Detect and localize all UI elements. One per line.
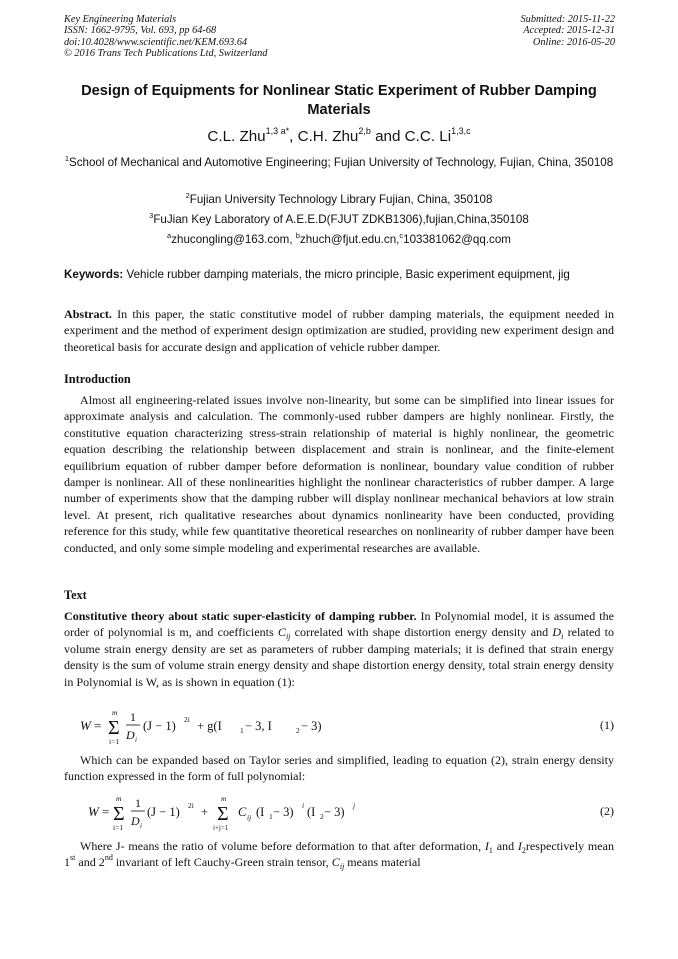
eq-sigma-2: Σ (217, 803, 229, 825)
symbol-i1: I (484, 839, 489, 853)
aff-sup: 1 (64, 154, 69, 163)
equation-1-number: (1) (599, 718, 614, 732)
equation-2-number: (2) (599, 804, 614, 818)
affiliation-2 (60, 193, 618, 208)
abstract (64, 306, 614, 355)
eq-mid: − 3, I (245, 719, 272, 733)
eq-lhs: W (80, 718, 91, 733)
author-1: C.L. Zhu (207, 128, 266, 145)
author-line (64, 128, 614, 146)
online-date: Online: 2016-05-20 (532, 36, 615, 48)
eq-sub2: 2 (296, 726, 300, 735)
keywords (64, 268, 616, 282)
journal-doi[interactable]: doi:10.4028/www.scientific.net/KEM.693.64 (64, 36, 248, 48)
constitutive-paragraph (64, 608, 614, 690)
eq-sum2-bottom: i+j=1 (213, 824, 229, 832)
affiliation-3 (60, 213, 618, 228)
journal-name: Key Engineering Materials (64, 14, 177, 25)
author-1-sup: 1,3 a* (265, 126, 290, 136)
author-3-sup: 1,3,c (451, 126, 471, 136)
para-text: and 2 (75, 855, 105, 870)
eq-numerator: 1 (135, 796, 141, 810)
eq-sub1: 1 (240, 726, 244, 735)
submitted-date: Submitted: 2015-11-22 (520, 14, 615, 25)
email-sup: b (295, 231, 300, 240)
dates-header (521, 14, 615, 48)
definitions-paragraph (64, 838, 614, 871)
email-b[interactable]: zhuch@fjut.edu.cn, (299, 233, 400, 246)
abstract-label: Abstract. (64, 307, 112, 321)
eq-end: − 3) (301, 719, 322, 733)
eq-equals: = (102, 804, 110, 819)
accepted-date: Accepted: 2015-12-31 (523, 25, 615, 37)
para-text: respectively mean 1 (64, 839, 614, 870)
author-3: C.C. Li (404, 128, 452, 145)
eq-t2-end: − 3) (273, 805, 294, 819)
taylor-paragraph: Which can be expanded based on Taylor series and simplified, leading to equation (2), strain energy density function expressed in the form of full polynomial: (64, 753, 614, 784)
eq-numerator: 1 (130, 710, 136, 724)
author-2: C.H. Zhu (297, 128, 359, 145)
eq-exp1: 2i (188, 801, 194, 810)
equation-2 (80, 792, 614, 836)
para-text: invariant of left Cauchy-Green strain tensor, (112, 855, 332, 870)
eq-sum2-top: m (221, 794, 227, 803)
symbol-d: D (552, 625, 562, 640)
para-text: related to volume strain energy density are set as parameters of rubber damping materials; it is defined that strain energy density is the sum of volume strain energy density and shape distortion energy density, total strain energy density in Polynomial is W, as is shown in equation (1): (64, 625, 614, 689)
author-sep: , (289, 128, 298, 145)
abstract-text: In this paper, the static constitutive model of rubber damping materials, the equipment needed in experiment and the method of experiment design optimization are studied, providing new experiment design and theoretical basis for accurate design and application of vehicle rubber damper. (64, 307, 614, 354)
eq-t3-exp: j (353, 801, 356, 810)
eq-term1: (J − 1) (147, 805, 180, 819)
eq-sigma: Σ (113, 803, 125, 825)
para-text: correlated with shape distortion energy density and (290, 625, 553, 640)
aff-text: Fujian University Technology Library Fujian, China, 350108 (189, 193, 493, 206)
equation-1 (80, 706, 614, 750)
eq-lhs: W (88, 804, 99, 819)
keywords-label: Keywords: (64, 268, 124, 281)
ordinal-sup: nd (104, 853, 113, 863)
aff-text: School of Mechanical and Automotive Engineering; Fujian University of Technology, Fujian, China, 350108 (69, 156, 614, 169)
eq-c: C (238, 805, 247, 819)
journal-issn: ISSN: 1662-9795, Vol. 693, pp 64-68 (64, 25, 217, 37)
symbol-sub: 2 (521, 846, 526, 855)
eq-den-sub: i (140, 822, 142, 830)
eq-t2: (I (256, 805, 265, 819)
para-text: and (492, 839, 518, 853)
affiliation-1 (60, 156, 618, 171)
para-text: In Polynomial model, it is assumed the order of polynomial is m, and coefficients (64, 609, 614, 640)
eq-t3-sub: 2 (320, 812, 324, 821)
eq-sum-bottom: i=1 (113, 823, 124, 832)
eq-exp1: 2i (184, 715, 190, 724)
eq-sigma: Σ (108, 717, 120, 739)
aff-text: FuJian Key Laboratory of A.E.E.D(FJUT ZDKB1306),fujian,China,350108 (153, 213, 529, 226)
journal-header (64, 14, 267, 59)
keywords-text: Vehicle rubber damping materials, the micro principle, Basic experiment equipment, jig (123, 268, 570, 281)
email-sup: c (399, 231, 404, 240)
email-sup: a (167, 231, 172, 240)
eq-t3-end: − 3) (324, 805, 345, 819)
author-2-sup: 2,b (358, 126, 371, 136)
symbol-c: C (331, 855, 340, 870)
paper-title: Design of Equipments for Nonlinear Static Experiment of Rubber Damping Materials (81, 83, 597, 118)
eq-denominator: D (126, 728, 135, 742)
equation-2-formula (80, 792, 500, 836)
email-c[interactable]: 103381062@qq.com (403, 233, 511, 246)
eq-term1: (J − 1) (143, 719, 176, 733)
symbol-sub: ij (285, 632, 291, 642)
aff-sup: 3 (149, 211, 154, 220)
eq-equals: = (94, 718, 102, 733)
eq-c-sub: ij (247, 813, 252, 822)
ordinal-sup: st (70, 853, 76, 863)
eq-t2-sub: 1 (269, 812, 273, 821)
introduction-heading: Introduction (64, 372, 131, 386)
para-text: Where J- means the ratio of volume before deformation to that after deformation, (80, 839, 485, 853)
equation-1-formula (80, 706, 500, 750)
eq-sum-top: m (112, 708, 118, 717)
journal-copyright: © 2016 Trans Tech Publications Ltd, Switzerland (64, 47, 268, 59)
symbol-sub: i (561, 632, 564, 642)
eq-term2: + g(I (197, 719, 222, 733)
email-a[interactable]: zhucongling@163.com, (171, 233, 296, 246)
eq-sum-bottom: i=1 (109, 737, 120, 746)
para-lead: Constitutive theory about static super-elasticity of damping rubber. (64, 609, 417, 623)
symbol-sub: 1 (488, 846, 493, 855)
eq-plus: + (201, 805, 209, 819)
text-heading: Text (64, 588, 87, 602)
para-text: means material (344, 855, 421, 870)
introduction-paragraph: Almost all engineering-related issues involve non-linearity, but some can be simplified into linear issues for approximate analysis and calculation. The commonly-used rubber dampers are highly nonlinear. Firstly, the constitutive equation characterizing stress-strain relationship of material is highly nonlinear, the geometric equation describing the relationship between displacement and strain is nonlinear, and the finite-element equilibrium equation of rubber damper before deformation is nonlinear, boundary value condition of rubber damper is nonlinear. All of these nonlinearities highlight the nonlinear characteristics of rubber damper. A large number of experiments show that the damping rubber will display nonlinear mechanical behaviors at low strain level. At present, rich qualitative researches about dynamics nonlinearity have been conducted, providing reference for this study, while few quantitative theoretical researches on nonlinearity of rubber damper have been conducted, and only some simple modeling and experimental researches are available. (64, 393, 614, 555)
symbol-sub: ij (339, 862, 345, 872)
eq-denominator: D (131, 814, 140, 828)
aff-sup: 2 (185, 191, 190, 200)
symbol-i2: I (517, 839, 522, 853)
eq-sum-top: m (116, 794, 122, 803)
author-sep: and (370, 128, 405, 145)
symbol-c: C (277, 625, 286, 640)
eq-den-sub: i (135, 736, 137, 744)
eq-t3: (I (307, 805, 316, 819)
eq-t2-exp: i (302, 801, 305, 810)
email-line (60, 233, 618, 248)
